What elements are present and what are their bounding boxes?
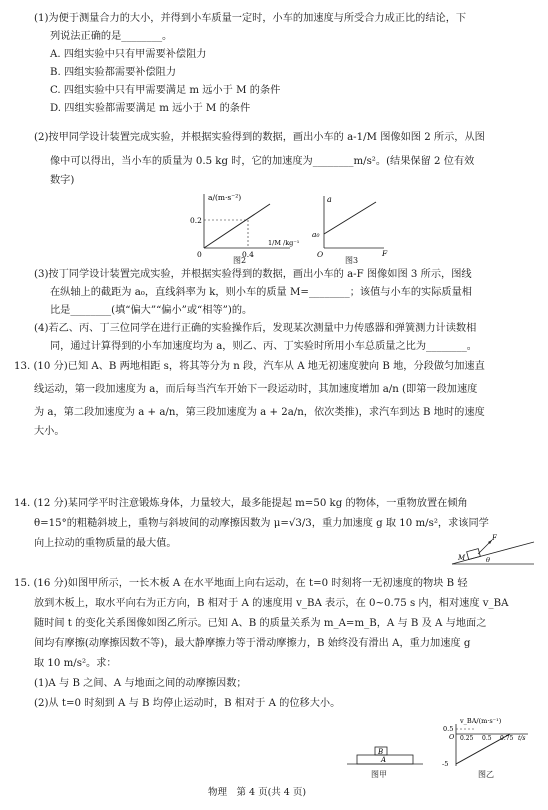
fig3-xlabel: F	[382, 249, 388, 258]
q12-part3-line2: 在纵轴上的截距为 a₀，直线斜率为 k，则小车的质量 M=________；该值与小车的实际质量相	[50, 287, 472, 298]
figure-3-graph	[312, 192, 392, 258]
q15-part1: (1)A 与 B 之间、A 与地面之间的动摩擦因数；	[34, 678, 247, 689]
q15-line5: 取 10 m/s²。求：	[34, 658, 117, 669]
jia-a-label: A	[381, 756, 387, 764]
yi-caption: 图乙	[478, 770, 494, 779]
q14-incline-figure	[448, 530, 538, 568]
fig2-y-tick: 0.2	[190, 216, 202, 225]
fig3-intercept: a₀	[312, 230, 320, 239]
fig2-line	[204, 204, 270, 248]
q12-option-d: D. 四组实验都需要满足 m 远小于 M 的条件	[50, 103, 251, 114]
q12-part1-line1: (1)为便于测量合力的大小，并得到小车质量一定时，小车的加速度与所受合力成正比的结论，下	[34, 13, 467, 24]
yi-y-bottom: -5	[442, 760, 449, 768]
yi-x-tick-1: 0.25	[460, 735, 474, 742]
q15-part2: (2)从 t=0 时刻到 A 与 B 均停止运动时，B 相对于 A 的位移大小。	[34, 698, 341, 709]
fig3-line	[324, 202, 376, 234]
yi-y-top: 0.5	[443, 725, 454, 733]
q13-line3: 为 a，第二段加速度为 a + a/n，第三段加速度为 a + 2a/n，依次类推)，求汽车到达 B 地时的速度	[34, 407, 485, 418]
q15-line2: 放到木板上，取水平向右为正方向，B 相对于 A 的速度用 v_BA 表示，在 0~0.75 s 内，相对速度 v_BA	[34, 598, 509, 609]
q13-line1: 13. (10 分)已知 A、B 两地相距 s，将其等分为 n 段，汽车从 A 地无初速度驶向 B 地，分段做匀加速直	[14, 361, 485, 372]
q12-part4-line1: (4)若乙、丙、丁三位同学在进行正确的实验操作后，发现某次测量中力传感器和弹簧测力计读数相	[34, 323, 477, 334]
q14-line2: θ=15°的粗糙斜坡上，重物与斜坡间的动摩擦因数为 μ=√3/3，重力加速度 g 取 10 m/s²，求该同学	[34, 518, 489, 529]
figure-jia	[345, 738, 425, 768]
q14-line1: 14. (12 分)某同学平时注意锻炼身体，力量较大，最多能提起 m=50 kg 的物体，一重物放置在倾角	[14, 498, 468, 509]
yi-xlabel: t/s	[518, 735, 526, 742]
q13-line2: 线运动，第一段加速度为 a，而后每当汽车开始下一段运动时，其加速度增加 a/n (即第一段加速度	[34, 384, 478, 395]
q12-part2-line2: 像中可以得出，当小车的质量为 0.5 kg 时，它的加速度为________m/s²。(结果保留 2 位有效	[50, 156, 475, 167]
fig2-x-tick: 0.4	[242, 250, 254, 259]
q15-line1: 15. (16 分)如图甲所示，一长木板 A 在水平地面上向右运动，在 t=0 时刻将一无初速度的物块 B 轻	[14, 578, 468, 589]
q12-part2-line3: 数字)	[50, 175, 75, 186]
yi-origin: O	[449, 733, 455, 741]
fig2-xlabel: 1/M /kg⁻¹	[268, 239, 300, 247]
q12-option-b: B. 四组实验都需要补偿阻力	[50, 67, 177, 78]
q13-line4: 大小。	[34, 426, 65, 437]
jia-caption: 图甲	[371, 770, 387, 779]
fig2-ylabel: a/(m·s⁻²)	[208, 193, 242, 202]
q15-line4: 间均有摩擦(动摩擦因数不等)，最大静摩擦力等于滑动摩擦力，B 始终没有滑出 A，重力加速度 g	[34, 638, 471, 649]
incline-mass-label: M	[458, 554, 466, 562]
q12-part3-line1: (3)按丁同学设计装置完成实验，并根据实验得到的数据，画出小车的 a-F 图像如图 3 所示，图线	[34, 269, 472, 280]
q12-part1-line2: 列说法正确的是________。	[50, 31, 173, 42]
q12-part4-line2: 同，通过计算得到的小车加速度均为 a，则乙、丙、丁实验时所用小车总质量之比为________。	[50, 341, 477, 352]
q12-option-a: A. 四组实验中只有甲需要补偿阻力	[50, 49, 207, 60]
fig2-origin: 0	[197, 250, 202, 259]
q12-option-c: C. 四组实验中只有甲需要满足 m 远小于 M 的条件	[50, 85, 281, 96]
incline-force-label: F	[492, 534, 497, 542]
yi-x-tick-3: 0.75	[500, 735, 514, 742]
incline-angle-label: θ	[486, 556, 490, 564]
fig3-ylabel: a	[327, 195, 332, 204]
q12-part3-line3: 比是________(填“偏大”“偏小”或“相等”)的。	[50, 305, 253, 316]
page-footer: 物理 第 4 页(共 4 页)	[208, 787, 307, 798]
q12-part2-line1: (2)按甲同学设计装置完成实验，并根据实验得到的数据，画出小车的 a-1/M 图像如图 2 所示，从图	[34, 132, 485, 143]
fig3-caption: 图3	[345, 256, 359, 265]
fig3-origin: O	[317, 250, 324, 258]
q14-line3: 向上拉动的重物质量的最大值。	[34, 538, 177, 549]
yi-x-tick-2: 0.5	[482, 735, 492, 742]
q15-line3: 随时间 t 的变化关系图像如图乙所示。已知 A、B 的质量关系为 m_A=m_B，A 与 B 及 A 与地面之	[34, 618, 487, 629]
jia-b-label: B	[378, 748, 384, 756]
fig2-caption: 图2	[233, 256, 247, 265]
figure-yi-graph	[438, 718, 534, 768]
yi-ylabel: v_BA/(m·s⁻¹)	[460, 718, 502, 725]
figure-2-graph	[190, 190, 300, 260]
